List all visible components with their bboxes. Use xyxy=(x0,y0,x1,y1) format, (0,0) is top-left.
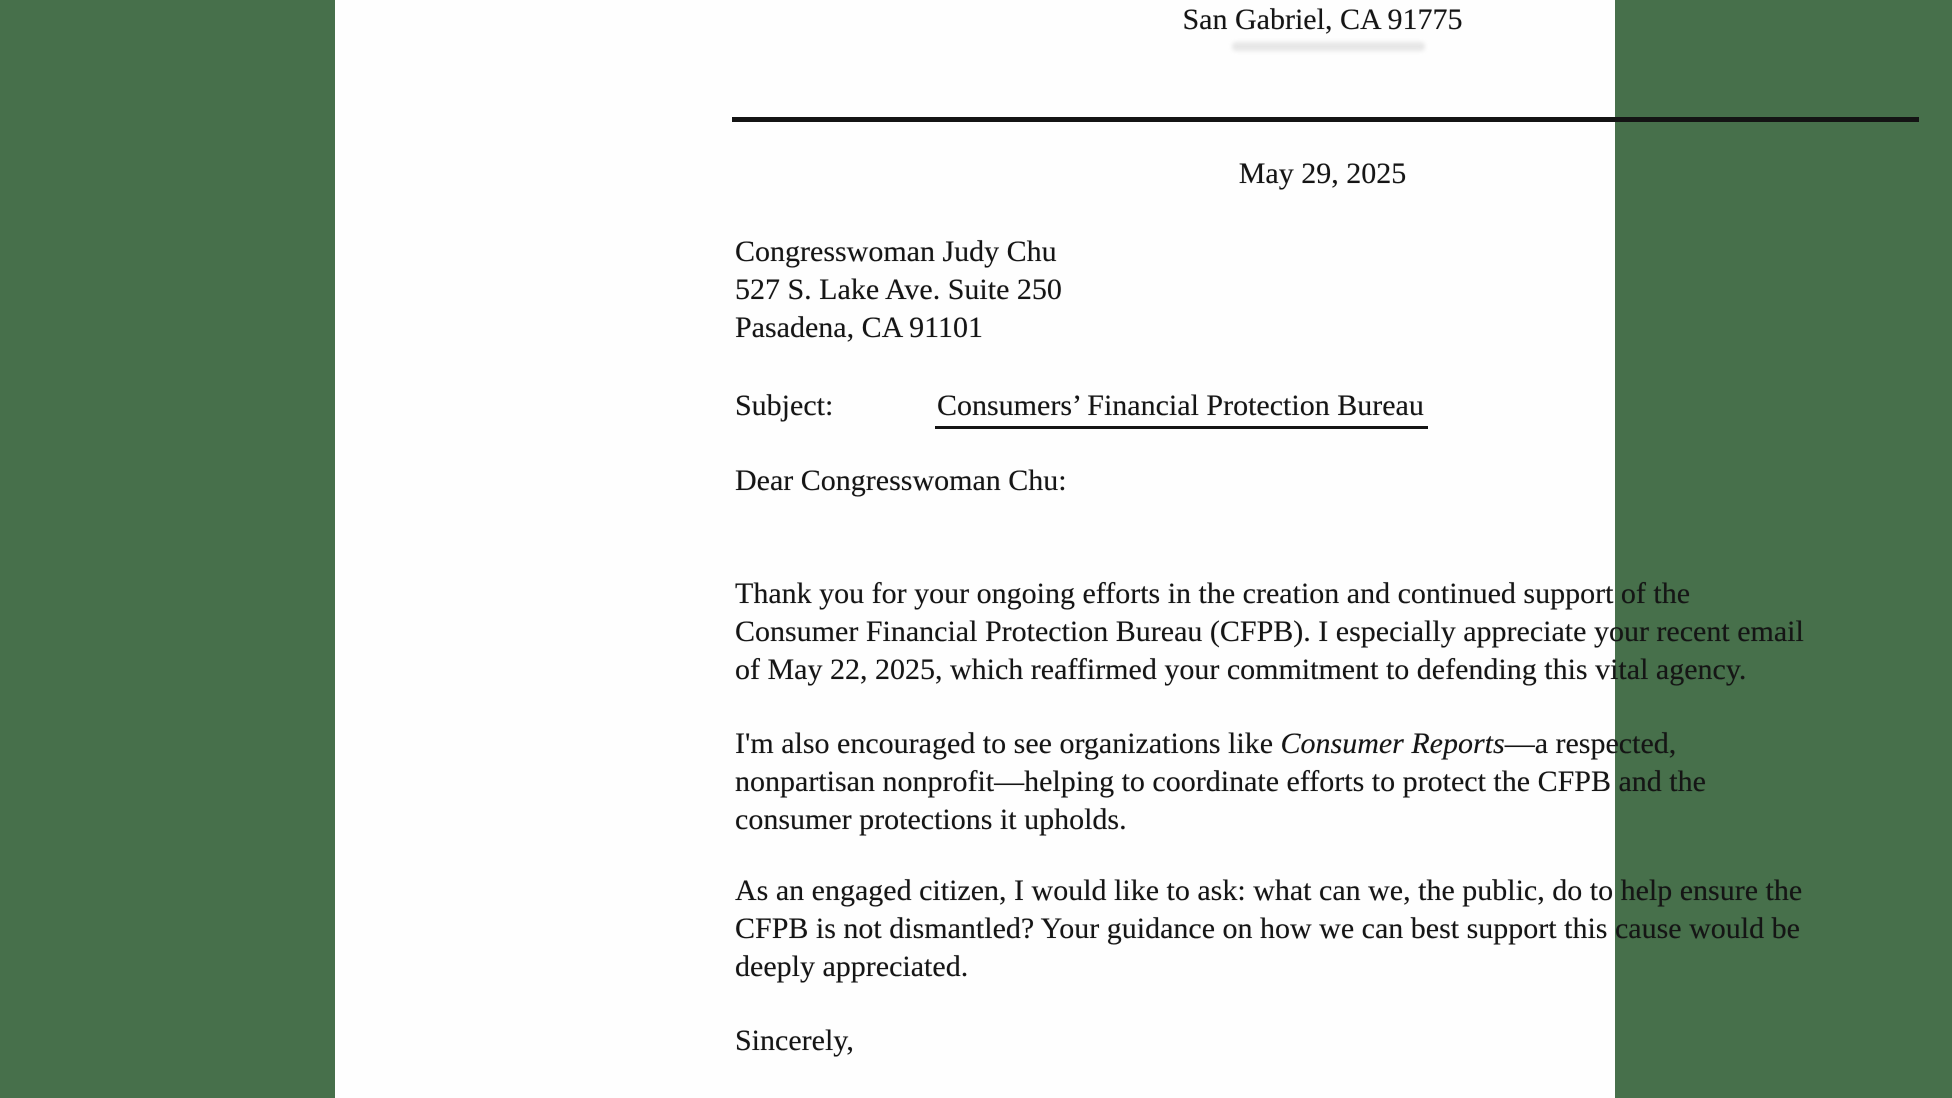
recipient-city: Pasadena, CA 91101 xyxy=(735,311,984,344)
paragraph-text: I'm also encouraged to see organizations like xyxy=(735,727,1281,760)
paragraph-line: Consumer Financial Protection Bureau (CFPB). I especially appreciate your recent email xyxy=(735,615,1804,648)
paragraph-line: consumer protections it upholds. xyxy=(735,803,1127,836)
salutation: Dear Congresswoman Chu: xyxy=(735,464,1067,497)
paragraph-line: As an engaged citizen, I would like to ask: what can we, the public, do to help ensure the xyxy=(735,874,1803,907)
paragraph-line: CFPB is not dismantled? Your guidance on how we can best support this cause would be xyxy=(735,912,1800,945)
paragraph-text: —a respected, xyxy=(1504,727,1677,760)
sender-city-line: San Gabriel, CA 91775 xyxy=(1182,3,1463,36)
paragraph-line xyxy=(735,725,1706,763)
closing-valediction: Sincerely, xyxy=(735,1024,854,1057)
recipient-address-block xyxy=(735,233,1062,347)
date-line: May 29, 2025 xyxy=(1238,157,1407,190)
header-divider-rule xyxy=(732,117,1919,122)
recipient-name: Congresswoman Judy Chu xyxy=(735,235,1057,268)
recipient-street: 527 S. Lake Ave. Suite 250 xyxy=(735,273,1062,306)
paragraph-line: nonpartisan nonprofit—helping to coordinate efforts to protect the CFPB and the xyxy=(735,765,1706,798)
subject-text: Consumers’ Financial Protection Bureau xyxy=(935,387,1428,429)
body-paragraph-2 xyxy=(735,725,1706,839)
body-paragraph-1 xyxy=(735,575,1804,689)
paragraph-line: of May 22, 2025, which reaffirmed your commitment to defending this vital agency. xyxy=(735,653,1747,686)
scan-bleedthrough-artifact xyxy=(1232,42,1425,51)
paragraph-line: Thank you for your ongoing efforts in the creation and continued support of the xyxy=(735,577,1691,610)
italic-publication-name: Consumer Reports xyxy=(1280,727,1505,760)
body-paragraph-3 xyxy=(735,872,1802,986)
subject-row xyxy=(735,387,1424,425)
subject-label: Subject: xyxy=(735,389,834,422)
letter-page xyxy=(335,0,1804,1098)
paragraph-line: deeply appreciated. xyxy=(735,950,969,983)
